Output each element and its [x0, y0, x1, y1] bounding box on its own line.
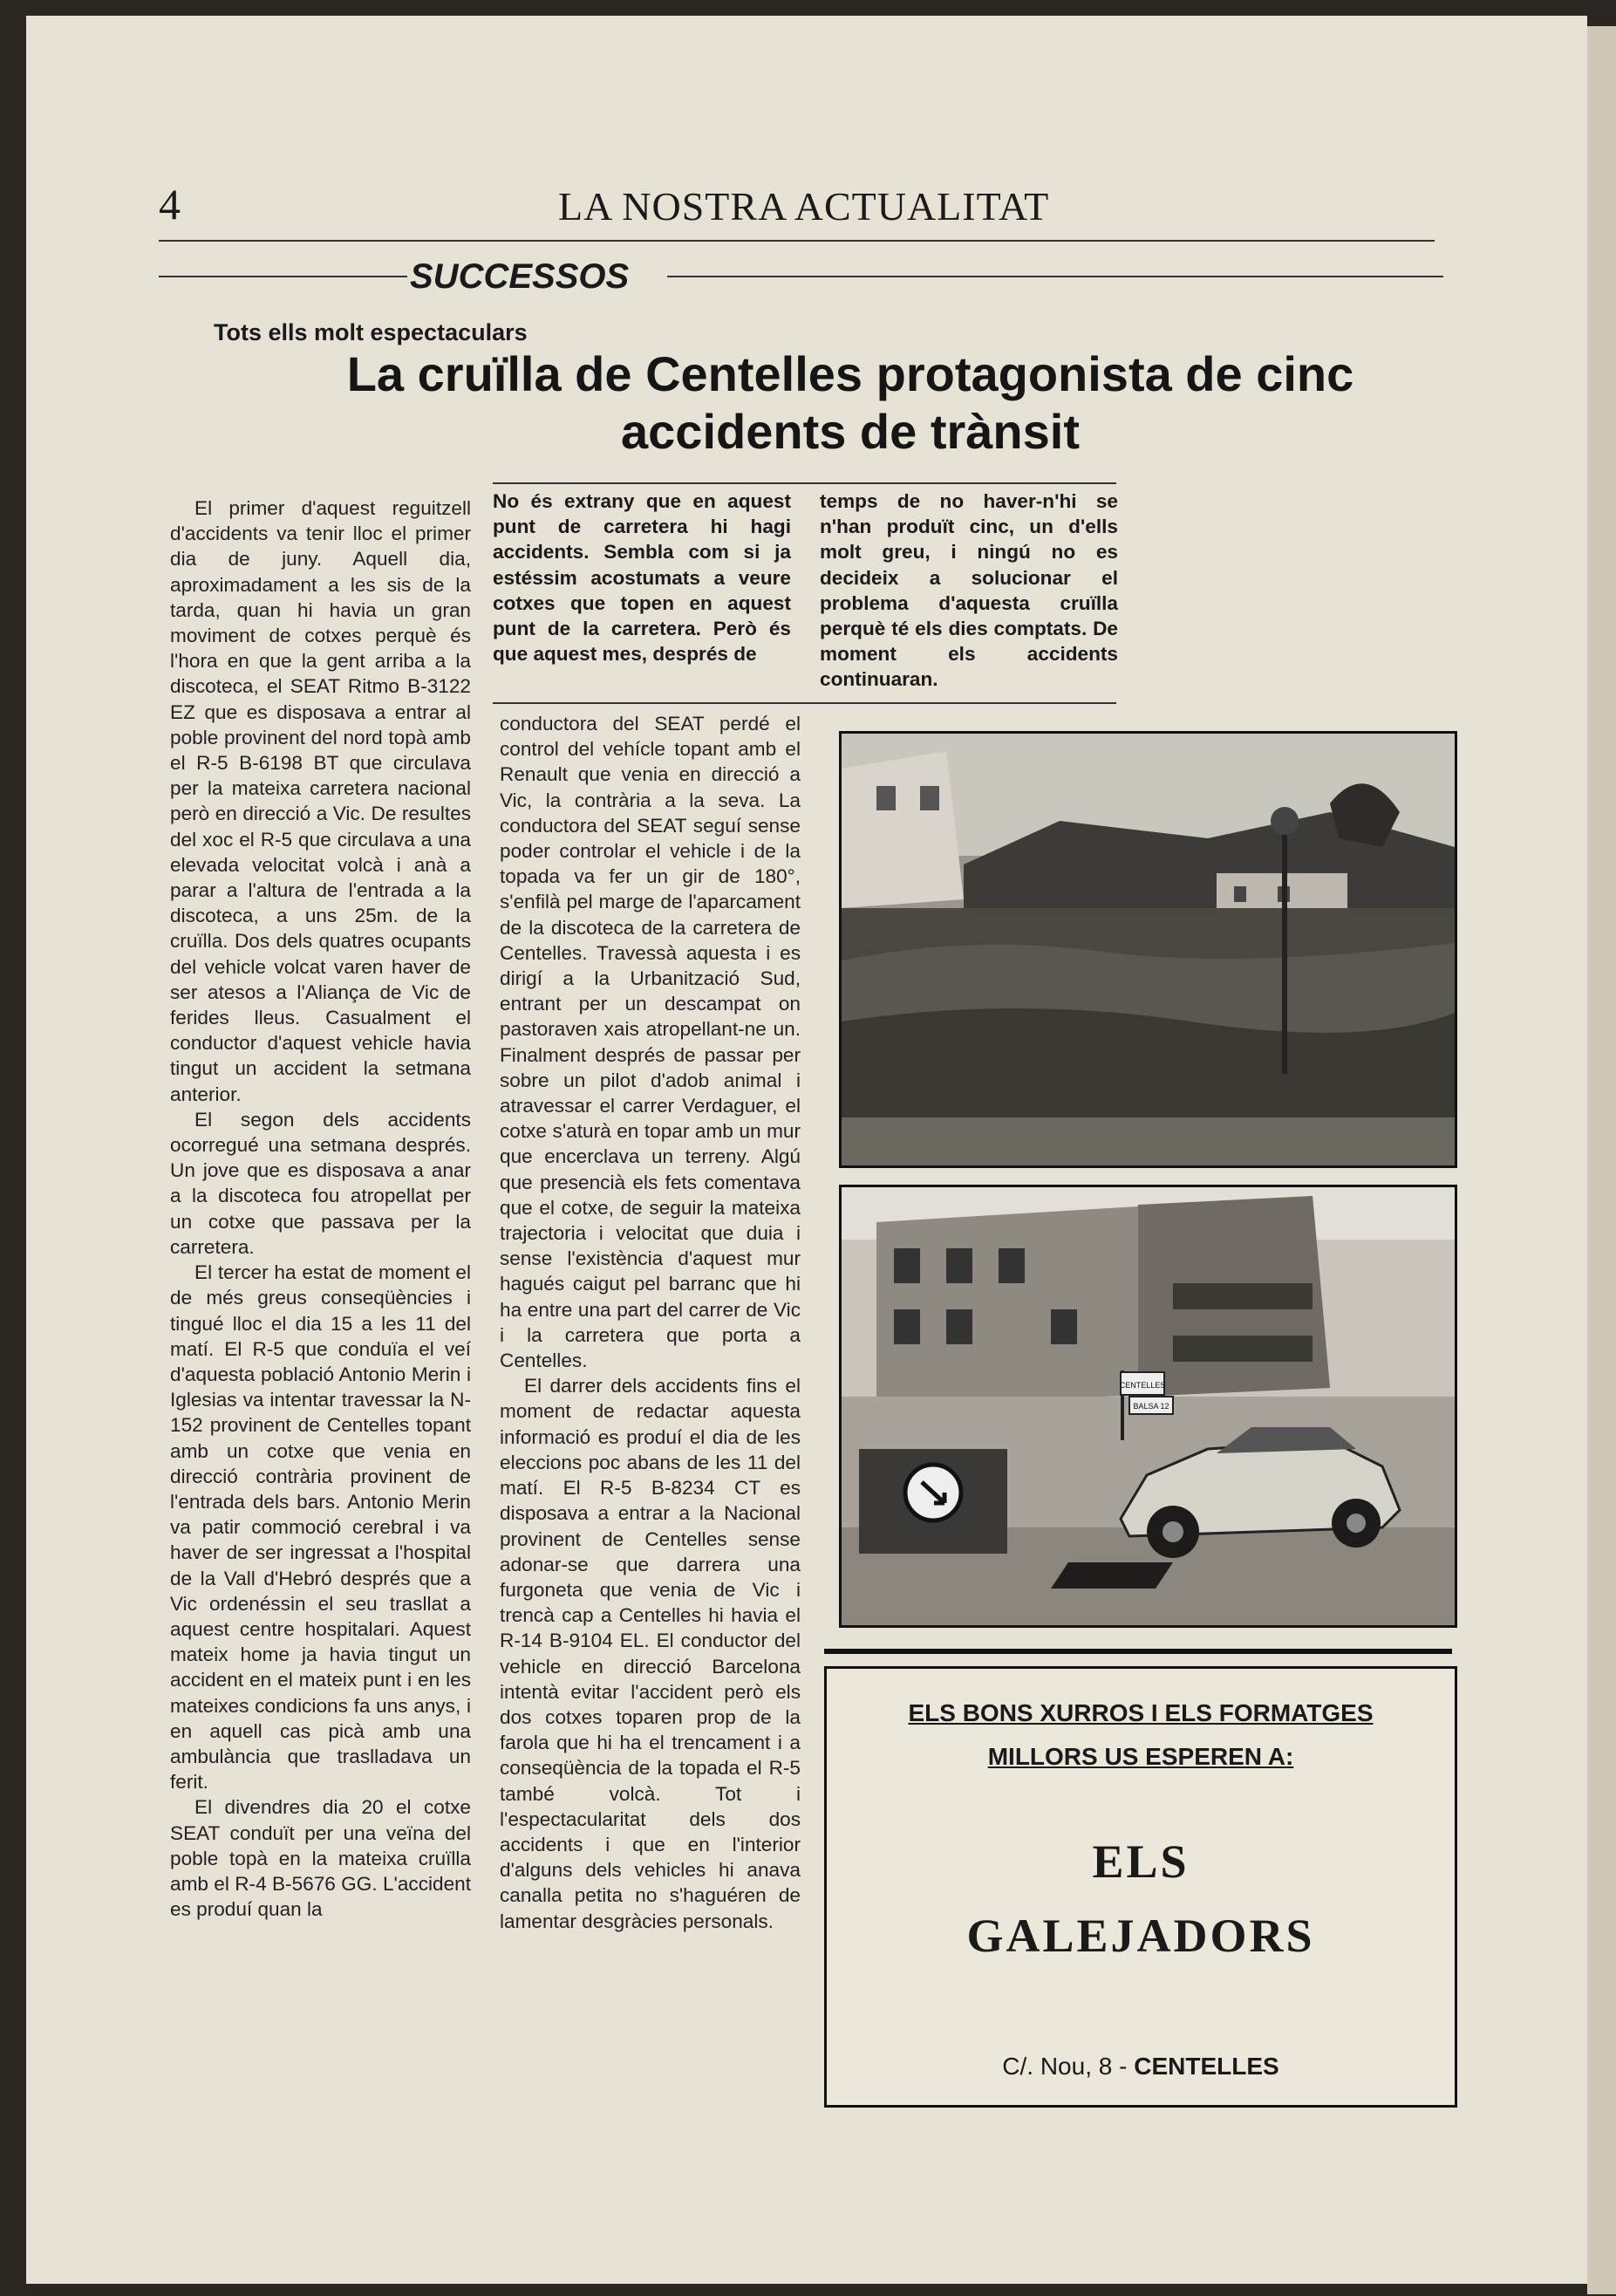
ad-address: [827, 2053, 1455, 2081]
paragraph: El primer d'aquest reguitzell d'accidents va tenir lloc el primer dia de juny. Aquell dia, aproximadament a les sis de la tarda, quan hi havia un gran moviment de cotxes perquè és l'hora en que la gent arriba a la discoteca, el SEAT Ritmo B-3122 EZ que es disposava a entrar al poble provinent del nord topà amb el R-5 B-6198 BT que circulava per la mateixa carretera nacional però en direcció a Vic. De resultes del xoc el R-5 que circulava a una elevada velocitat volcà i anà a parar a l'altura de l'entrada a la discoteca, a uns 25m. de la cruïlla. Dos dels quatres ocupants del vehicle volcat varen haver de ser atesos a l'Aliança de Vic de ferides lleus. Casualment el conductor d'aquest vehicle havia tingut un accident la setmana anterior.: [170, 497, 471, 1105]
ad-address-street: C/. Nou, 8 -: [1002, 2053, 1128, 2080]
advertisement: [824, 1666, 1457, 2108]
lead-paragraph-2: temps de no haver-n'hi se n'han produït cinc, un d'ells molt greu, i ningú no es decideix a solucionar el problema d'aquesta cruïlla perquè té els dies comptats. De moment els accidents continuaran.: [820, 490, 1118, 691]
section-rule-right: [667, 276, 1443, 277]
section-rule-left: [159, 276, 407, 277]
section-title: SUCCESSOS: [410, 257, 630, 296]
header-rule: [159, 240, 1435, 242]
paragraph: El tercer ha estat de moment el de més greus conseqüències i tingué lloc el dia 15 a les 11 del matí. El R-5 que conduïa el veí d'aquesta població Antonio Merin i Iglesias va intentar travessar la N-152 provinent de Centelles topant amb un cotxe que venia en direcció contrària provinent de l'entrada dels bars. Antonio Merin va patir commoció cerebral i va haver de ser ingressat a l'hospital de la Vall d'Hebró després que a Vic ordenéssin el seu trasllat a aquest centre hospitalari. Aquest mateix home ja havia tingut un accident en el mateix punt i en les mateixes condicions fa uns anys, i en aquell cas picà amb una ambulància que traslladava un ferit.: [170, 1261, 471, 1794]
crashed-car-photo: [839, 1185, 1457, 1628]
ad-line-1: ELS BONS XURROS I ELS FORMATGES: [908, 1699, 1374, 1726]
lead-top-rule: [493, 482, 1116, 484]
crossroads-photo-image: [842, 734, 1455, 1165]
crashed-car-photo-image: [842, 1187, 1455, 1625]
kicker: Tots ells molt espectaculars: [214, 319, 528, 345]
headline: La cruïlla de Centelles protagonista de cinc accidents de trànsit: [346, 346, 1354, 459]
paragraph: El darrer dels accidents fins el moment de redactar aquesta informació es produí el dia de les eleccions poc abans de les 11 del matí. El R-5 B-8234 CT es disposava a entrar a la Nacional provinent de Centelles sense adonar-se que darrera una furgoneta que venia de Vic i trencà cap a Centelles hi havia el R-14 B-9104 EL. El conductor del vehicle en direcció Barcelona intentà evitar l'accident però els dos cotxes toparen prop de la farola que hi ha el trencament i a conseqüència de la topada el R-5 també volcà. Tot i l'espectacularitat dels dos accidents i que en l'interior d'alguns dels vehicles hi anava canalla petita no s'haguéren de lamentar desgràcies personals.: [500, 1375, 801, 1932]
paragraph: conductora del SEAT perdé el control del vehícle topant amb el Renault que venia en direcció a Vic, la contrària a la seva. La conductora del SEAT seguí sense poder controlar el vehicle i de la topada va fer un gir de 180°, s'enfilà pel marge de l'aparcament de la discoteca de la carretera de Centelles. Travessà aquesta i es dirigí a la Urbanització Sud, entrant per un descampat on pastoraven xais atropellant-ne un. Finalment després de passar per sobre un pilot d'adob animal i atravessar el carrer Verdaguer, el cotxe s'aturà en topar amb un mur que encerclava un terreny. Algú que presencià els fets comentava que el cotxe, de seguir la mateixa trajectoria i velocitat que duia i sense l'existència d'aquest mur hagués caigut pel barranc que hi ha entre una part del carrer de Vic i la carretera que porta a Centelles.: [500, 713, 801, 1372]
article-column-2: [500, 711, 801, 1934]
crossroads-photo: [839, 731, 1457, 1168]
road-sign-text-2: BALSA 12: [1133, 1402, 1169, 1411]
lead-bottom-rule: [493, 702, 1116, 704]
page-header-title: LA NOSTRA ACTUALITAT: [558, 184, 1050, 229]
road-sign-text-1: CENTELLES: [1119, 1381, 1166, 1390]
lead-paragraph-1: No és extrany que en aquest punt de carretera hi hagi accidents. Sembla com si ja estéssim acostumats a veure cotxes que topen en aquest punt de la carretera. Però és que aquest mes, després de: [493, 490, 791, 666]
next-page-edge: [1587, 26, 1616, 2294]
article-column-1: [170, 495, 471, 1922]
ad-name-line-1: ELS: [1092, 1835, 1190, 1888]
ad-name-line-2: GALEJADORS: [966, 1910, 1315, 1962]
paragraph: El divendres dia 20 el cotxe SEAT conduït per una veïna del poble topà en la mateixa cruïlla amb el R-4 B-5676 GG. L'accident es produí quan la: [170, 1796, 471, 1921]
page-number: 4: [159, 180, 181, 229]
ad-line-2: MILLORS US ESPEREN A:: [987, 1743, 1294, 1770]
ad-address-town: CENTELLES: [1134, 2053, 1279, 2080]
paragraph: El segon dels accidents ocorregué una setmana després. Un jove que es disposava a anar a la discoteca fou atropellat per un cotxe que passava per la carretera.: [170, 1108, 471, 1258]
ad-top-rule: [824, 1649, 1452, 1654]
